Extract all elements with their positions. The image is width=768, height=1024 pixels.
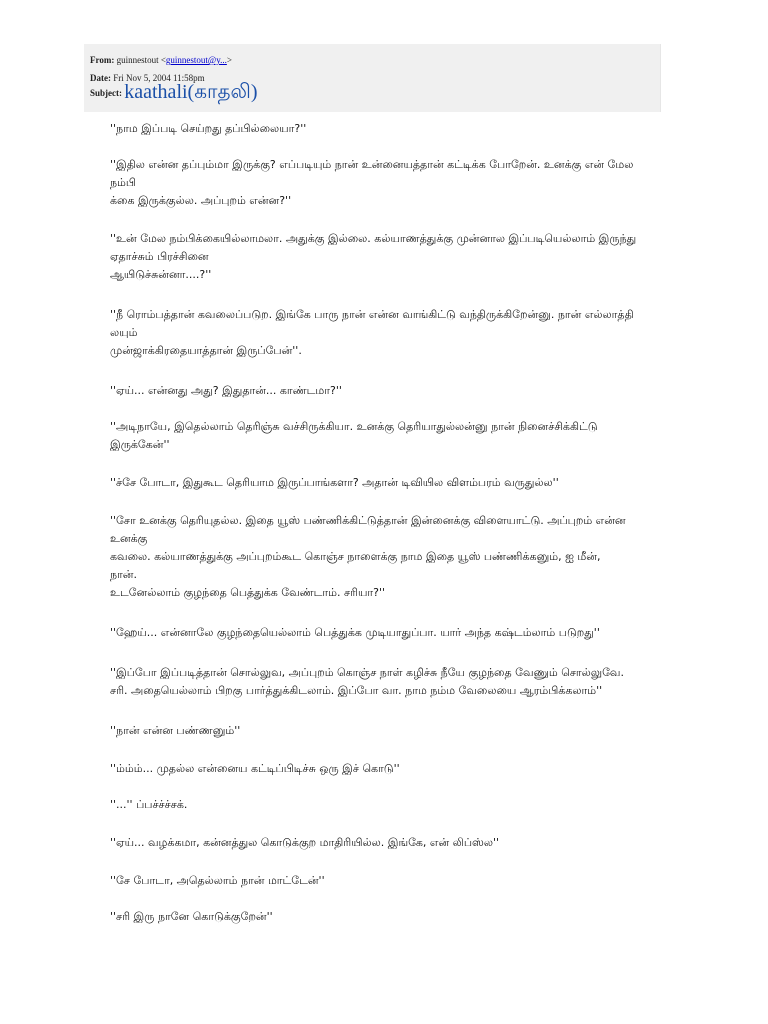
date-label: Date:: [90, 73, 111, 83]
from-line: [90, 54, 232, 66]
message-paragraph: [110, 722, 240, 740]
paragraph-line: நான்.: [110, 568, 137, 581]
message-paragraph: [110, 474, 559, 492]
message-paragraph: [110, 512, 626, 602]
from-label: From:: [90, 55, 115, 65]
paragraph-line: உடனேல்லாம் குழந்தை பெத்துக்க வேண்டாம். சரியா?'': [110, 586, 386, 599]
paragraph-line: ''இதில என்ன தப்பும்மா இருக்கு? எப்படியும் நான் உன்னையத்தான் கட்டிக்க போறேன். உனக்கு என் மேல: [110, 158, 634, 171]
subject-label: Subject:: [90, 88, 122, 98]
date-value: Fri Nov 5, 2004 11:58pm: [113, 73, 205, 83]
paragraph-line: ''இப்போ இப்படித்தான் சொல்லுவ, அப்புறம் கொஞ்ச நாள் கழிச்சு நீயே குழந்தை வேணும் சொல்லுவே.: [110, 666, 624, 679]
message-paragraph: [110, 872, 325, 890]
paragraph-line: ''உன் மேல நம்பிக்கையில்லாமலா. அதுக்கு இல்லை. கல்யாணத்துக்கு முன்னால இப்படியெல்லாம் இருந்து: [110, 232, 637, 245]
message-paragraph: [110, 796, 187, 814]
message-paragraph: [110, 418, 598, 454]
paragraph-line: ''நீ ரொம்பத்தான் கவலைப்படுற. இங்கே பாரு நான் என்ன வாங்கிட்டு வந்திருக்கிறேன்னு. நான் எல்லாத்தி: [110, 308, 634, 321]
message-paragraph: [110, 624, 600, 642]
message-paragraph: [110, 664, 624, 700]
message-paragraph: [110, 834, 499, 852]
paragraph-line: ''ச்சே போடா, இதுகூட தெரியாம இருப்பாங்களா? அதான் டிவியில விளம்பரம் வருதுல்ல'': [110, 476, 559, 489]
message-paragraph: [110, 156, 633, 210]
paragraph-line: ''நாம இப்படி செய்றது தப்பில்லையா?'': [110, 122, 307, 135]
from-close: >: [226, 55, 232, 65]
paragraph-line: ''அடிநாயே, இதெல்லாம் தெரிஞ்சு வச்சிருக்கியா. உனக்கு தெரியாதுல்லன்னு நான் நினைச்சிக்கிட்டு: [110, 420, 598, 433]
message-paragraph: [110, 230, 636, 284]
paragraph-line: ''நான் என்ன பண்ணனும்'': [110, 724, 241, 737]
paragraph-line: ''...'' ப்பச்ச்ச்சக்.: [110, 798, 188, 811]
paragraph-line: ''ஏய்... என்னது அது? இதுதான்... காண்டமா?'': [110, 384, 342, 397]
paragraph-line: ''ம்ம்ம்... முதல்ல என்னைய கட்டிப்பிடிச்சு ஒரு இச் கொடு'': [110, 762, 400, 775]
message-paragraph: [110, 382, 342, 400]
paragraph-line: ''சோ உனக்கு தெரியுதல்ல. இதை யூஸ் பண்ணிக்கிட்டுத்தான் இன்னைக்கு விளையாட்டு. அப்புறம் என்ன: [110, 514, 626, 527]
subject-line: [90, 81, 258, 103]
paragraph-line: முன்ஜாக்கிரதையாத்தான் இருப்பேன்''.: [110, 344, 302, 357]
paragraph-line: கவலை. கல்யாணத்துக்கு அப்புறம்கூட கொஞ்ச நாளைக்கு நாம இதை யூஸ் பண்ணிக்கனும், ஐ மீன்,: [110, 550, 601, 563]
paragraph-line: இருக்கேன்'': [110, 438, 170, 451]
email-header: [84, 44, 661, 112]
message-paragraph: [110, 760, 400, 778]
paragraph-line: ''ஹேய்... என்னாலே குழந்தையெல்லாம் பெத்துக்க முடியாதுப்பா. யார் அந்த கஷ்டம்லாம் படுறது'': [110, 626, 600, 639]
paragraph-line: ''சரி இரு நானே கொடுக்குறேன்'': [110, 910, 273, 923]
from-name: guinnestout <: [116, 55, 166, 65]
paragraph-line: லயும்: [110, 326, 138, 339]
message-paragraph: [110, 120, 306, 138]
paragraph-line: ''சே போடா, அதெல்லாம் நான் மாட்டேன்'': [110, 874, 325, 887]
message-paragraph: [110, 306, 634, 360]
paragraph-line: உனக்கு: [110, 532, 148, 545]
message-paragraph: [110, 908, 273, 926]
paragraph-line: ஏதாச்சும் பிரச்சினை: [110, 250, 209, 263]
paragraph-line: க்கை இருக்குல்ல. அப்புறம் என்ன?'': [110, 194, 292, 207]
from-email-link[interactable]: guinnestout@y...: [165, 55, 227, 65]
paragraph-line: ''ஏய்... வழக்கமா, கன்னத்துல கொடுக்குற மாதிரியில்ல. இங்கே, என் லிப்ஸ்ல'': [110, 836, 500, 849]
paragraph-line: நம்பி: [110, 176, 136, 189]
paragraph-line: சரி. அதையெல்லாம் பிறகு பார்த்துக்கிடலாம். இப்போ வா. நாம நம்ம வேலையை ஆரம்பிக்கலாம்'': [110, 684, 603, 697]
subject-value: kaathali(காதலி): [124, 81, 258, 103]
paragraph-line: ஆயிடுச்சுன்னா....?'': [110, 268, 212, 281]
